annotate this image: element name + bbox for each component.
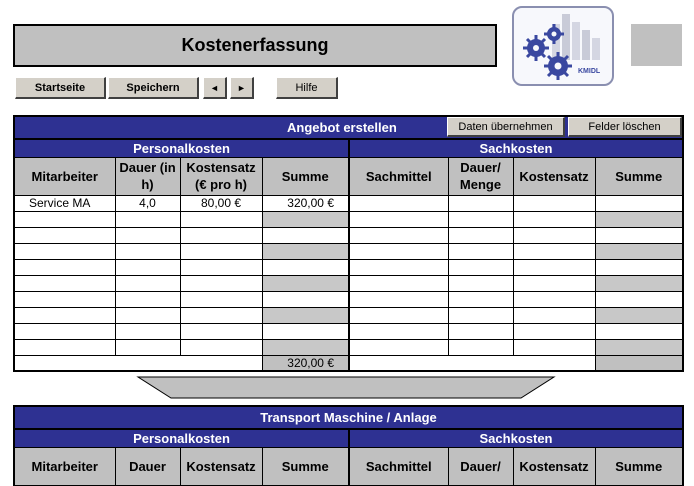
- kmidl-logo: [512, 6, 614, 86]
- hilfe-button[interactable]: Hilfe: [276, 77, 338, 99]
- table-row: [14, 307, 683, 323]
- cell-dauer-menge[interactable]: [448, 323, 513, 339]
- t-col-kostensatz: Kostensatz: [180, 447, 262, 485]
- cell-sach-kostensatz[interactable]: [513, 227, 595, 243]
- cell-mitarbeiter[interactable]: [14, 259, 115, 275]
- t-col-sach-summe: Summe: [595, 447, 683, 485]
- cell-summe: [262, 227, 349, 243]
- cell-dauer-menge[interactable]: [448, 259, 513, 275]
- cell-sach-summe: [595, 307, 683, 323]
- cell-kostensatz[interactable]: [180, 307, 262, 323]
- cell-sachmittel[interactable]: [349, 307, 448, 323]
- table-row: [14, 211, 683, 227]
- cell-summe: [262, 211, 349, 227]
- cell-sachmittel[interactable]: [349, 195, 448, 211]
- cell-sach-kostensatz[interactable]: [513, 211, 595, 227]
- transport-personalkosten-header: Personalkosten: [14, 429, 349, 447]
- cell-mitarbeiter[interactable]: [14, 243, 115, 259]
- col-sachmittel: Sachmittel: [349, 157, 448, 195]
- cell-dauer[interactable]: 4,0: [115, 195, 180, 211]
- cell-sachmittel[interactable]: [349, 259, 448, 275]
- cell-summe: [262, 275, 349, 291]
- cell-sach-summe: [595, 243, 683, 259]
- cell-sach-summe: [595, 275, 683, 291]
- cell-dauer[interactable]: [115, 259, 180, 275]
- transport-table: [13, 405, 684, 486]
- cell-dauer[interactable]: [115, 339, 180, 355]
- cell-kostensatz[interactable]: [180, 323, 262, 339]
- cell-dauer[interactable]: [115, 275, 180, 291]
- cell-dauer-menge[interactable]: [448, 195, 513, 211]
- page-title: Kostenerfassung: [13, 24, 497, 67]
- cell-kostensatz[interactable]: [180, 243, 262, 259]
- transport-sachkosten-header: Sachkosten: [349, 429, 683, 447]
- table-row: [14, 227, 683, 243]
- cell-mitarbeiter[interactable]: [14, 275, 115, 291]
- cell-kostensatz[interactable]: [180, 211, 262, 227]
- cell-sachmittel[interactable]: [349, 323, 448, 339]
- cell-summe: [262, 323, 349, 339]
- col-sach-kostensatz: Kostensatz: [513, 157, 595, 195]
- cell-sach-kostensatz[interactable]: [513, 195, 595, 211]
- t-col-summe: Summe: [262, 447, 349, 485]
- cell-kostensatz[interactable]: [180, 275, 262, 291]
- cell-mitarbeiter[interactable]: [14, 339, 115, 355]
- cell-dauer[interactable]: [115, 243, 180, 259]
- table-row: [14, 243, 683, 259]
- cell-sach-kostensatz[interactable]: [513, 243, 595, 259]
- cell-dauer[interactable]: [115, 323, 180, 339]
- cell-mitarbeiter[interactable]: [14, 211, 115, 227]
- prev-button[interactable]: ◄: [203, 77, 227, 99]
- table-row: [14, 339, 683, 355]
- transport-column-headers: [14, 447, 683, 485]
- cell-sach-kostensatz[interactable]: [513, 275, 595, 291]
- cell-sach-summe: [595, 339, 683, 355]
- t-col-sach-kostensatz: Kostensatz: [513, 447, 595, 485]
- logo-text: KMIDL: [578, 68, 601, 75]
- cell-dauer-menge[interactable]: [448, 307, 513, 323]
- cell-sach-kostensatz[interactable]: [513, 339, 595, 355]
- table-row: [14, 259, 683, 275]
- table-row: [14, 195, 683, 211]
- col-sach-summe: Summe: [595, 157, 683, 195]
- cell-sach-summe: [595, 323, 683, 339]
- arrow-down-icon: [136, 376, 556, 400]
- next-button[interactable]: ►: [230, 77, 254, 99]
- cell-dauer[interactable]: [115, 291, 180, 307]
- cell-dauer-menge[interactable]: [448, 227, 513, 243]
- angebot-column-headers: [14, 157, 683, 195]
- cell-sach-summe: [595, 195, 683, 211]
- cell-sach-summe: [595, 227, 683, 243]
- cell-mitarbeiter[interactable]: [14, 323, 115, 339]
- t-col-mitarbeiter: Mitarbeiter: [14, 447, 115, 485]
- angebot-banner-title: Angebot erstellen: [287, 120, 397, 135]
- cell-sachmittel[interactable]: [349, 243, 448, 259]
- cell-dauer-menge[interactable]: [448, 275, 513, 291]
- cell-summe: [262, 307, 349, 323]
- cell-dauer-menge[interactable]: [448, 339, 513, 355]
- cell-kostensatz[interactable]: [180, 259, 262, 275]
- personalkosten-header: Personalkosten: [14, 139, 349, 157]
- transport-banner: Transport Maschine / Anlage: [14, 406, 683, 429]
- sachkosten-header: Sachkosten: [349, 139, 683, 157]
- col-mitarbeiter: Mitarbeiter: [14, 157, 115, 195]
- cell-sachmittel[interactable]: [349, 291, 448, 307]
- cell-sach-kostensatz[interactable]: [513, 307, 595, 323]
- total-personalkosten: 320,00 €: [262, 355, 349, 371]
- t-col-dauer-menge: Dauer/: [448, 447, 513, 485]
- cell-kostensatz[interactable]: 80,00 €: [180, 195, 262, 211]
- cell-sachmittel[interactable]: [349, 339, 448, 355]
- table-row: [14, 275, 683, 291]
- angebot-table: [13, 115, 684, 372]
- gray-placeholder-box: [631, 24, 682, 66]
- cell-dauer[interactable]: [115, 211, 180, 227]
- total-sachkosten: [595, 355, 683, 371]
- cell-kostensatz[interactable]: [180, 291, 262, 307]
- cell-dauer-menge[interactable]: [448, 211, 513, 227]
- cell-dauer-menge[interactable]: [448, 243, 513, 259]
- col-kostensatz: Kostensatz (€ pro h): [180, 157, 262, 195]
- speichern-button[interactable]: Speichern: [108, 77, 199, 99]
- cell-summe: 320,00 €: [262, 195, 349, 211]
- cell-summe: [262, 259, 349, 275]
- cell-dauer[interactable]: [115, 307, 180, 323]
- cell-kostensatz[interactable]: [180, 339, 262, 355]
- cell-mitarbeiter[interactable]: [14, 291, 115, 307]
- cell-sach-kostensatz[interactable]: [513, 259, 595, 275]
- cell-kostensatz[interactable]: [180, 227, 262, 243]
- t-col-sachmittel: Sachmittel: [349, 447, 448, 485]
- cell-dauer-menge[interactable]: [448, 291, 513, 307]
- cell-sach-summe: [595, 259, 683, 275]
- table-row: [14, 323, 683, 339]
- cell-mitarbeiter[interactable]: Service MA: [14, 195, 115, 211]
- felder-loeschen-button[interactable]: Felder löschen: [568, 117, 682, 137]
- cell-sachmittel[interactable]: [349, 211, 448, 227]
- cell-mitarbeiter[interactable]: [14, 307, 115, 323]
- cell-sach-summe: [595, 291, 683, 307]
- cell-summe: [262, 243, 349, 259]
- cell-sachmittel[interactable]: [349, 275, 448, 291]
- table-row: [14, 291, 683, 307]
- cell-mitarbeiter[interactable]: [14, 227, 115, 243]
- startseite-button[interactable]: Startseite: [15, 77, 106, 99]
- cell-summe: [262, 339, 349, 355]
- cell-summe: [262, 291, 349, 307]
- angebot-banner: [14, 116, 683, 139]
- angebot-total-row: [14, 355, 683, 371]
- col-summe: Summe: [262, 157, 349, 195]
- daten-uebernehmen-button[interactable]: Daten übernehmen: [447, 117, 565, 137]
- cell-sach-kostensatz[interactable]: [513, 323, 595, 339]
- cell-dauer[interactable]: [115, 227, 180, 243]
- cell-sach-summe: [595, 211, 683, 227]
- col-dauer: Dauer (in h): [115, 157, 180, 195]
- cell-sach-kostensatz[interactable]: [513, 291, 595, 307]
- cell-sachmittel[interactable]: [349, 227, 448, 243]
- col-dauer-menge: Dauer/ Menge: [448, 157, 513, 195]
- t-col-dauer: Dauer: [115, 447, 180, 485]
